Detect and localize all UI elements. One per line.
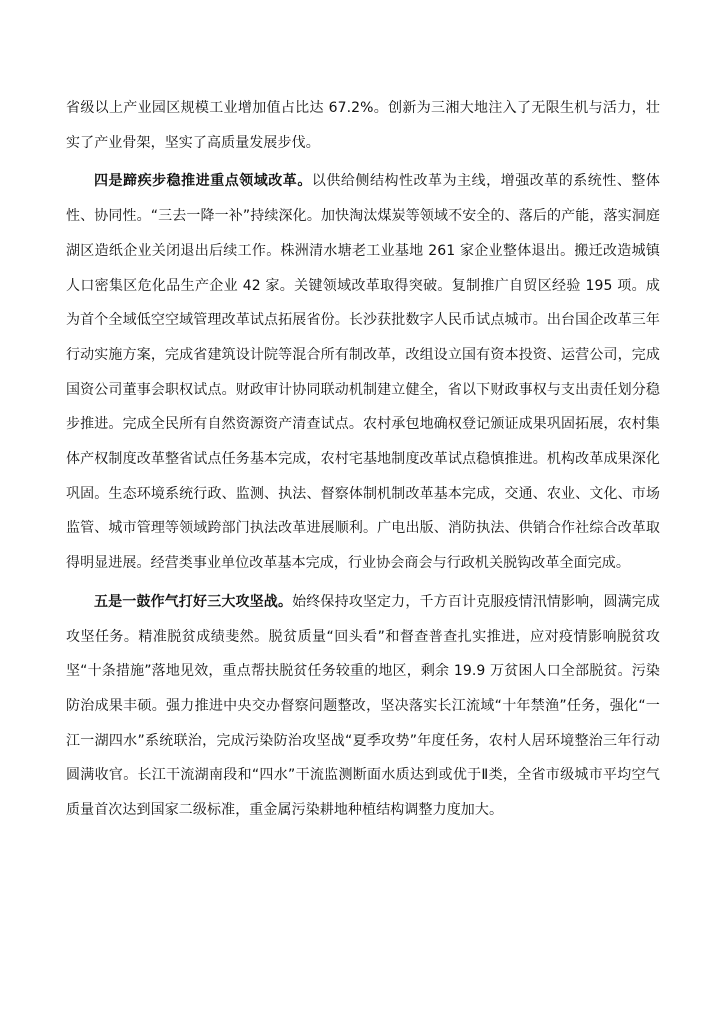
paragraph-1-text: 省级以上产业园区规模工业增加值占比达 67.2%。创新为三湘大地注入了无限生机与活力，壮实了产业骨架，坚实了高质量发展步伐。 — [66, 100, 660, 151]
paragraph-3-heading: 五是一鼓作气打好三大攻坚战。 — [94, 593, 293, 610]
paragraph-1 — [66, 91, 660, 160]
paragraph-2-heading: 四是蹄疾步稳推进重点领域改革。 — [94, 173, 312, 190]
paragraph-2-text: 以供给侧结构性改革为主线，增强改革的系统性、整体性、协同性。“三去一降一补”持续深化。加快淘汰煤炭等领域不安全的、落后的产能，落实洞庭湖区造纸企业关闭退出后续工作。株洲清水塘老工业基地 261 家企业整体退出。搬迁改造城镇人口密集区危化品生产企业 42 家。关键领域改革取得突破。复制推广自贸区经验 195 项。成为首个全域低空空域管理改革试点拓展省份。长沙获批数字人民币试点城市。出台国企改革三年行动实施方案，完成省建筑设计院等混合所有制改革，改组设立国有资本投资、运营公司，完成国资公司董事会职权试点。财政审计协同联动机制建立健全，省以下财政事权与支出责任划分稳步推进。完成全民所有自然资源资产清查试点。农村承包地确权登记颁证成果巩固拓展，农村集体产权制度改革整省试点任务基本完成，农村宅基地制度改革试点稳慎推进。机构改革成果深化巩固。生态环境系统行政、监测、执法、督察体制机制改革基本完成，交通、农业、文化、市场监管、城市管理等领域跨部门执法改革进展顺利。广电出版、消防执法、供销合作社综合改革取得明显进展。经营类事业单位改革基本完成，行业协会商会与行政机关脱钩改革全面完成。 — [66, 173, 660, 572]
paragraph-3-text: 始终保持攻坚定力，千方百计克服疫情汛情影响，圆满完成攻坚任务。精准脱贫成绩斐然。脱贫质量“回头看”和督查普查扎实推进，应对疫情影响脱贫攻坚“十条措施”落地见效，重点帮扶脱贫任务较重的地区，剩余 19.9 万贫困人口全部脱贫。污染防治成果丰硕。强力推进中央交办督察问题整改，坚决落实长江流域“十年禁渔”任务，强化“一江一湖四水”系统联治，完成污染防治攻坚战“夏季攻势”年度任务，农村人居环境整治三年行动圆满收官。长江干流湖南段和“四水”干流监测断面水质达到或优于Ⅱ类，全省市级城市平均空气质量首次达到国家二级标准，重金属污染耕地种植结构调整力度加大。 — [66, 593, 660, 819]
paragraph-2 — [66, 164, 660, 580]
document-page — [66, 91, 660, 828]
paragraph-3 — [66, 585, 660, 828]
